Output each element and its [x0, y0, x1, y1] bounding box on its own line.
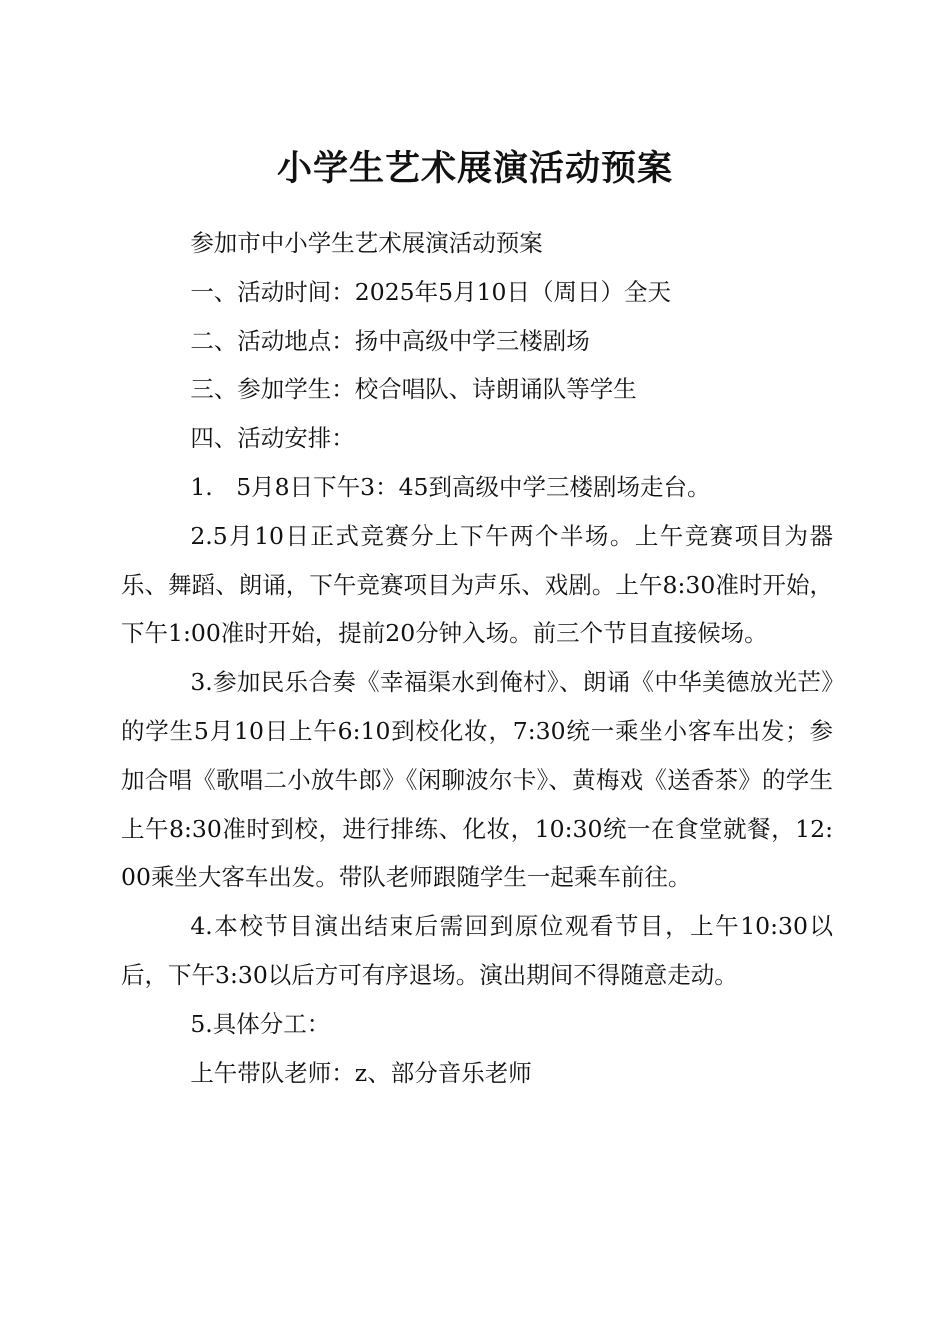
document-body — [121, 219, 833, 1097]
paragraph-heading: 参加市中小学生艺术展演活动预案 — [190, 229, 543, 257]
document-title: 小学生艺术展演活动预案 — [276, 149, 673, 189]
paragraph-participants: 三、参加学生：校合唱队、诗朗诵队等学生 — [190, 375, 637, 404]
paragraph-item-2: 2.5月10日正式竞赛分上下午两个半场。上午竞赛项目为器乐、舞蹈、朗诵，下午竞赛项目为声乐、戏剧。上午8:30准时开始，下午1:00准时开始，提前20分钟入场。前三个节目直接候场。 — [121, 521, 833, 648]
paragraph-time: 一、活动时间：2025年5月10日（周日）全天 — [190, 277, 671, 306]
paragraph-item-1: 1. 5月8日下午3：45到高级中学三楼剧场走台。 — [190, 472, 711, 501]
paragraph-item-4: 4.本校节目演出结束后需回到原位观看节目，上午10:30以后，下午3:30以后方可有序退场。演出期间不得随意走动。 — [121, 912, 833, 989]
paragraph-location: 二、活动地点：扬中高级中学三楼剧场 — [190, 326, 590, 355]
paragraph-morning-teachers: 上午带队老师：z、部分音乐老师 — [190, 1058, 532, 1087]
paragraph-arrangement-heading: 四、活动安排： — [190, 424, 355, 453]
paragraph-item-3: 3.参加民乐合奏《幸福渠水到俺村》、朗诵《中华美德放光芒》的学生5月10日上午6:10到校化妆，7:30统一乘坐小客车出发；参加合唱《歌唱二小放牛郎》《闲聊波尔卡》、黄梅戏《送香茶》的学生上午8:30准时到校，进行排练、化妆，10:30统一在食堂就餐，12:00乘坐大客车出发。带队老师跟随学生一起乘车前往。 — [121, 668, 833, 892]
paragraph-item-5: 5.具体分工： — [190, 1009, 331, 1038]
